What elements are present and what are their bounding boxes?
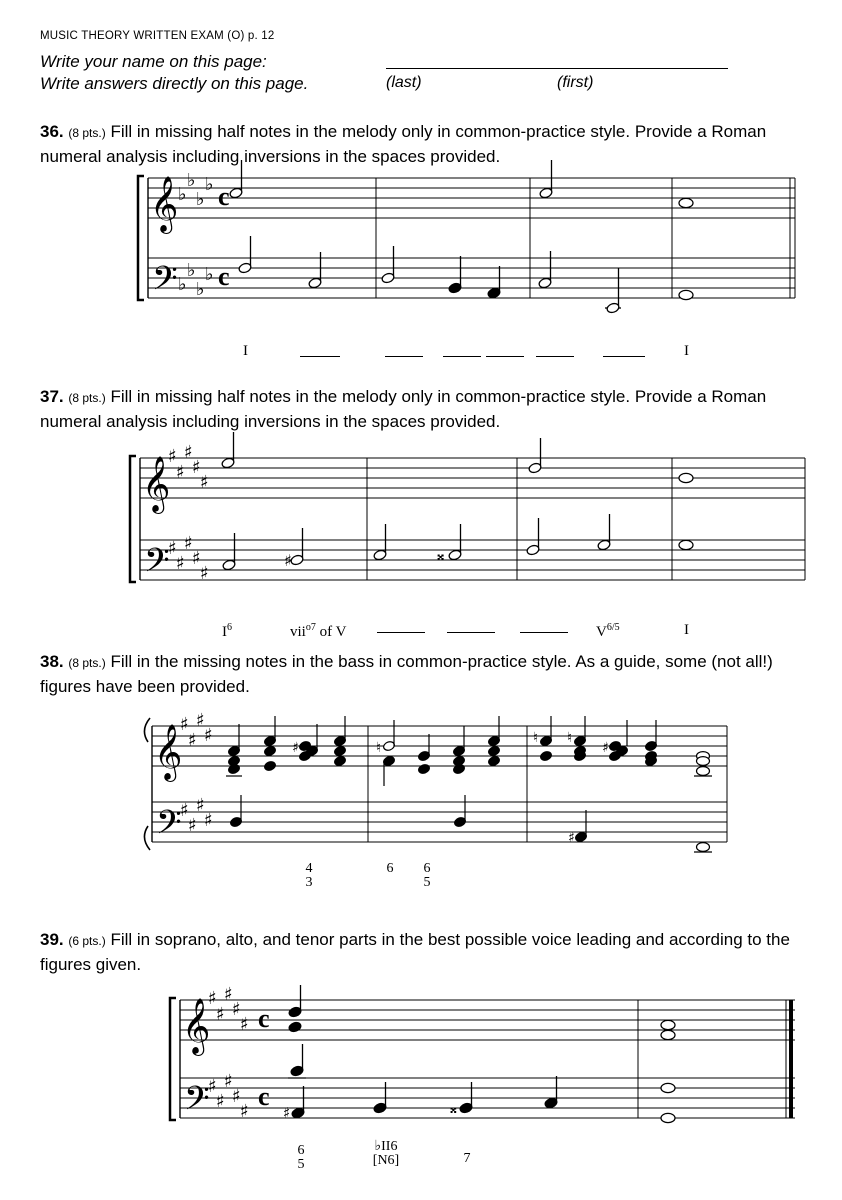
q39-figure-neapolitan: ♭II6 [N6] [372,1139,400,1168]
sharp-icon: ♯ [216,1004,225,1025]
q37-answer-blank[interactable] [377,632,425,633]
flat-icon: ♭ [187,260,196,281]
note-whole [661,1030,675,1039]
question-number: 39. [40,930,64,949]
q36-analysis-last: I [684,343,689,359]
sharp-icon: ♯ [204,810,213,831]
q37-accidentals [284,545,444,570]
q38-figure-43: 4 3 [305,861,313,890]
sharp-icon: ♯ [240,1014,249,1035]
note-whole [697,767,710,776]
q39-accidentals [283,1099,457,1122]
question-points: (8 pts.) [68,126,106,140]
sharp-icon: ♯ [224,984,233,1005]
q37-analysis-v65: $V^{6/5}$ [596,622,620,640]
note-quarter [452,763,465,774]
q36-answer-blank[interactable] [603,356,645,357]
note-whole [679,473,693,482]
question-37 [40,385,810,433]
sharp-icon: ♯ [196,795,205,816]
note-quarter [333,745,346,756]
sharp-icon: ♯ [168,446,177,467]
sharp-icon: ♯ [188,815,197,836]
sharp-icon: ♯ [216,1091,225,1112]
sharp-icon: ♯ [196,710,205,731]
sharp-icon: ♯ [188,730,197,751]
sharp-icon: ♯ [192,457,201,478]
sharp-icon: ♯ [176,553,185,574]
flat-icon: ♭ [187,170,196,191]
natural-icon: ♮ [376,740,382,756]
q37-analysis-viio7: vii$^{o7}$ of V [290,622,347,640]
q37-answer-blank[interactable] [447,632,495,633]
note-quarter [539,750,552,761]
question-38 [40,650,810,698]
q36-answer-blank[interactable] [443,356,481,357]
flat-icon: ♭ [178,274,187,295]
sharp-icon: ♯ [176,462,185,483]
q36-answer-blank[interactable] [486,356,524,357]
q38-figure-6: 6 [386,861,394,876]
q36-notes [229,160,693,314]
bass-clef-icon: 𝄢 [144,542,170,588]
common-time-icon: c [258,1004,270,1033]
bass-clef-icon: 𝄢 [156,804,182,850]
sharp-icon: ♯ [602,740,609,756]
sharp-icon: ♯ [283,1104,291,1122]
q37-answer-blank[interactable] [520,632,568,633]
treble-clef-icon: 𝄞 [142,456,171,512]
question-text: Fill in soprano, alto, and tenor parts in the best possible voice leading and according to the figures given. [40,930,790,974]
common-time-icon: c [218,262,230,291]
note-whole [679,290,693,299]
sharp-icon: ♯ [200,472,209,493]
treble-clef-icon: 𝄞 [154,724,183,780]
flat-icon: ♭ [205,174,214,195]
bass-clef-icon: 𝄢 [184,1080,210,1126]
question-number: 37. [40,387,64,406]
question-points: (8 pts.) [68,391,106,405]
sharp-icon: ♯ [568,830,575,846]
q37-analysis-i6: $I^6$ [222,622,232,640]
note-whole [661,1020,675,1029]
note-quarter [487,755,500,766]
question-text: Fill in missing half notes in the melody only in common-practice style. Provide a Roman numeral analysis including inversions in the spaces provided. [40,122,767,166]
q39-notes [288,985,675,1123]
double-sharp-icon: 𝄪 [437,545,445,564]
sharp-icon: ♯ [168,538,177,559]
note-quarter [417,763,430,774]
note-whole [661,1083,675,1092]
answer-instruction: Write answers directly on this page. [40,74,309,93]
sharp-icon: ♯ [180,714,189,735]
sharp-icon: ♯ [284,551,292,570]
q36-answer-blank[interactable] [300,356,340,357]
flat-icon: ♭ [196,279,205,300]
note-whole [679,540,693,549]
note-whole [679,198,693,207]
note-quarter [263,760,276,771]
sharp-icon: ♯ [240,1101,249,1122]
note-whole [661,1113,675,1122]
question-number: 38. [40,652,64,671]
note-quarter [333,755,346,766]
question-points: (8 pts.) [68,656,106,670]
flat-icon: ♭ [205,264,214,285]
name-instruction: Write your name on this page: [40,52,267,71]
note-quarter [263,745,276,756]
key-signatures [168,170,249,1122]
sharp-icon: ♯ [208,1076,217,1097]
sharp-icon: ♯ [204,725,213,746]
treble-clef-icon: 𝄞 [182,998,211,1054]
q36-treble-staff [148,178,795,218]
q39-figure-7: 7 [463,1151,471,1166]
bass-clef-icon: 𝄢 [152,260,178,306]
common-time-icon: c [258,1082,270,1111]
question-text: Fill in the missing notes in the bass in common-practice style. As a guide, some (not all!) figures have been provided. [40,652,773,696]
flat-icon: ♭ [196,189,205,210]
q38-system [144,718,727,850]
question-number: 36. [40,122,64,141]
first-name-label: (first) [557,74,594,91]
note-whole [697,757,710,766]
q38-figure-65: 6 5 [423,861,431,890]
sharp-icon: ♯ [208,988,217,1009]
sharp-icon: ♯ [180,800,189,821]
sharp-icon: ♯ [184,442,193,463]
natural-icon: ♮ [533,730,539,746]
question-39 [40,928,810,976]
sharp-icon: ♯ [224,1071,233,1092]
sharp-icon: ♯ [200,563,209,584]
treble-clef-icon: 𝄞 [150,176,179,232]
sharp-icon: ♯ [192,548,201,569]
common-time-icon: c [218,182,230,211]
note-quarter [487,745,500,756]
q36-answer-blank[interactable] [385,356,423,357]
q37-analysis-last: I [684,622,689,638]
flat-icon: ♭ [178,184,187,205]
question-text: Fill in missing half notes in the melody only in common-practice style. Provide a Roman numeral analysis including inversions in the spaces provided. [40,387,767,431]
q39-figure-65: 6 5 [297,1143,305,1172]
sharp-icon: ♯ [184,533,193,554]
q36-analysis-first: I [243,343,248,359]
sharp-icon: ♯ [292,740,299,756]
q36-answer-blank[interactable] [536,356,574,357]
last-name-label: (last) [386,74,422,91]
sharp-icon: ♯ [232,1086,241,1107]
note-quarter [288,1021,302,1033]
note-whole [697,843,710,852]
sharp-icon: ♯ [232,999,241,1020]
question-points: (6 pts.) [68,934,106,948]
note-quarter [227,763,240,774]
exam-header: MUSIC THEORY WRITTEN EXAM (O) p. 12 [40,30,275,42]
double-sharp-icon: 𝄪 [450,1099,457,1117]
natural-icon: ♮ [567,730,573,746]
